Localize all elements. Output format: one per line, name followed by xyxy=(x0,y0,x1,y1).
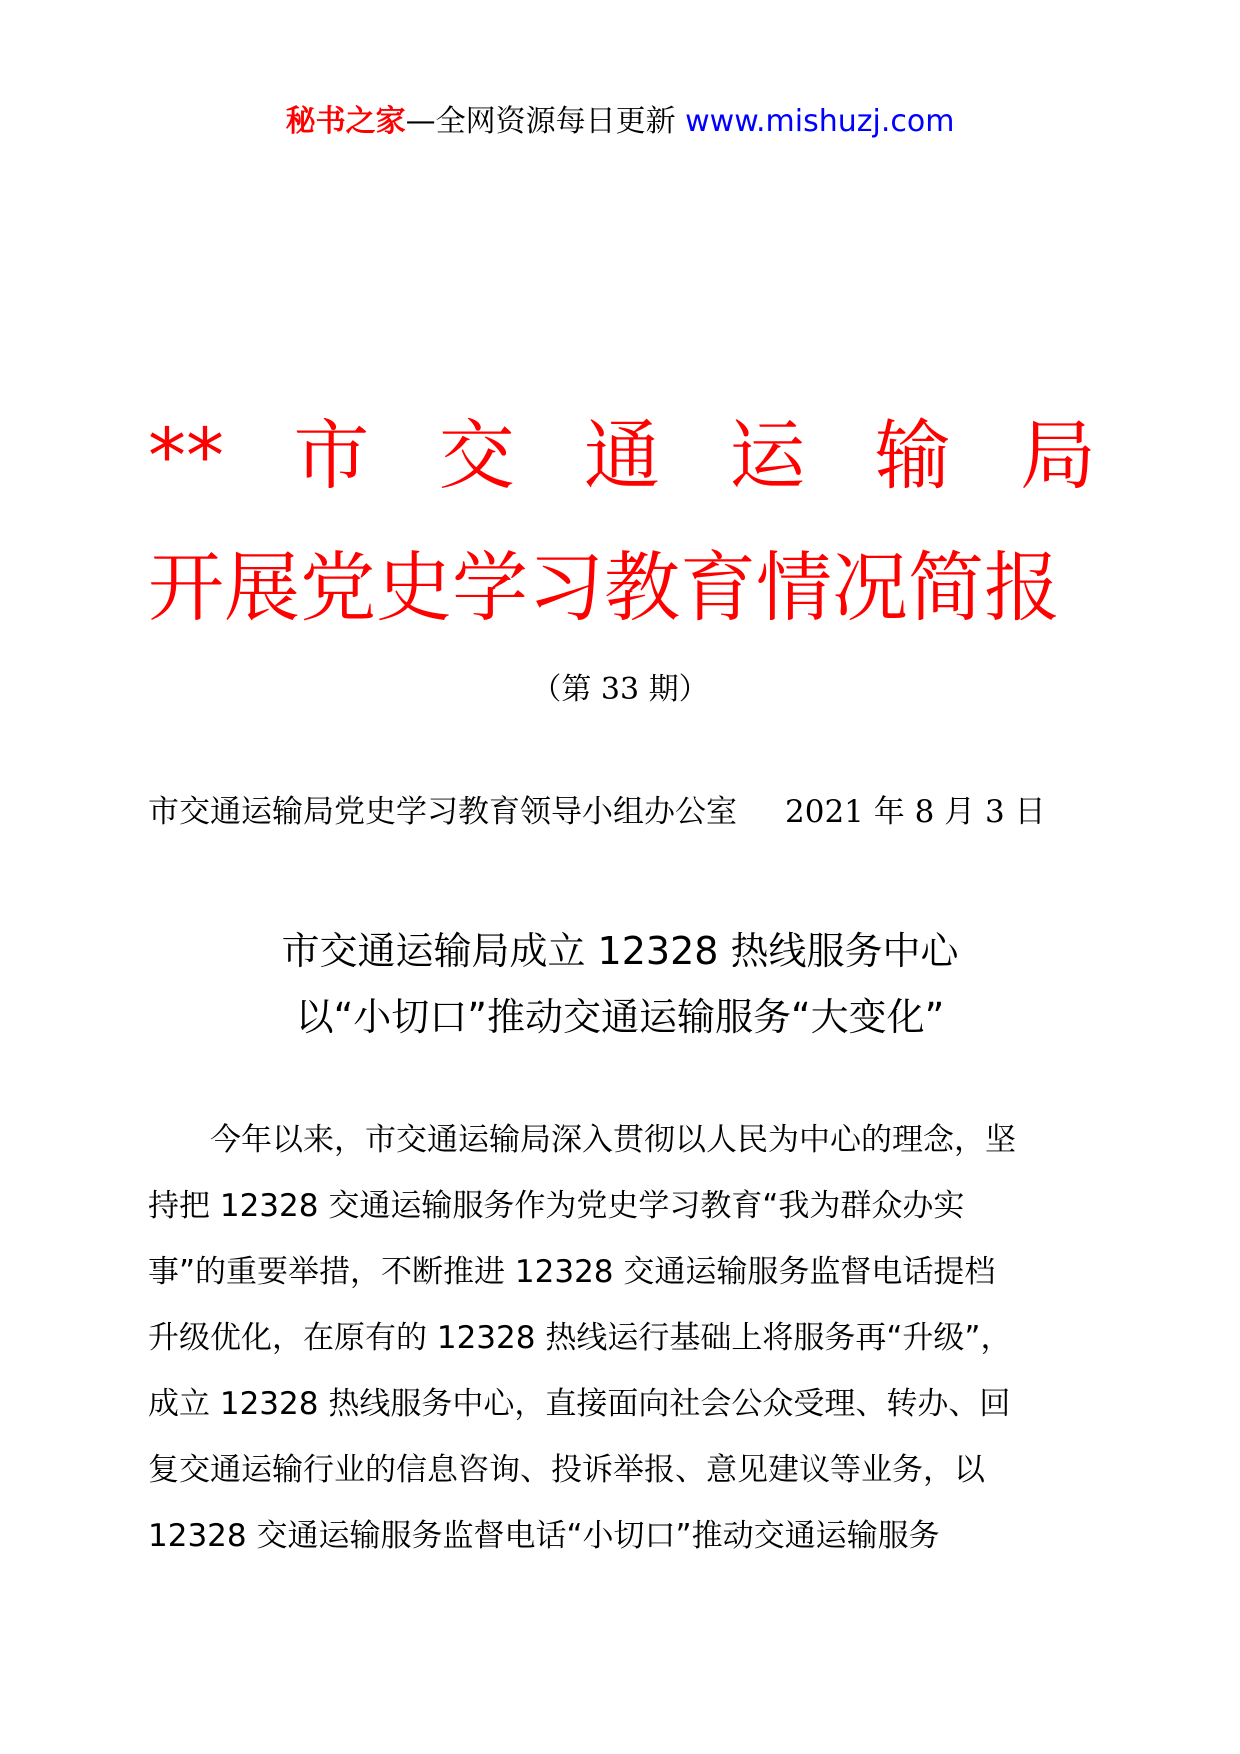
title-char: 输 xyxy=(874,411,951,500)
title-char: 交 xyxy=(438,411,515,500)
article-title-line2: 以“小切口”推动交通运输服务“大变化” xyxy=(295,995,945,1039)
body-line: 升级优化，在原有的 12328 热线运行基础上将服务再“升级”， xyxy=(148,1320,1012,1356)
header-banner xyxy=(0,102,1240,142)
issuer-office: 市交通运输局党史学习教育领导小组办公室 xyxy=(148,794,737,830)
title-prefix: ** xyxy=(148,411,224,500)
banner-url-link[interactable]: www.mishuzj.com xyxy=(685,104,955,139)
banner-site-name: 秘书之家 xyxy=(285,104,406,139)
body-line: 复交通运输行业的信息咨询、投诉举报、意见建议等业务，以 xyxy=(148,1452,985,1488)
title-char: 局 xyxy=(1019,411,1096,500)
issuer-line xyxy=(148,790,1108,834)
article-title xyxy=(0,918,1240,1050)
body-line: 事”的重要举措，不断推进 12328 交通运输服务监督电话提档 xyxy=(148,1254,996,1290)
title-char: 市 xyxy=(293,411,370,500)
body-line: 成立 12328 热线服务中心，直接面向社会公众受理、转办、回 xyxy=(148,1386,1011,1422)
title-char: 通 xyxy=(583,411,660,500)
article-title-line1: 市交通运输局成立 12328 热线服务中心 xyxy=(281,929,959,973)
body-line: 今年以来，市交通运输局深入贯彻以人民为中心的理念，坚 xyxy=(210,1122,1016,1158)
title-char: 运 xyxy=(729,411,806,500)
issue-number: （第 33 期） xyxy=(531,672,709,707)
issue-date: 2021 年 8 月 3 日 xyxy=(785,794,1046,830)
article-body xyxy=(148,1107,1096,1569)
body-line: 持把 12328 交通运输服务作为党史学习教育“我为群众办实 xyxy=(148,1188,965,1224)
banner-tagline: —全网资源每日更新 xyxy=(405,104,676,139)
report-title-line2: 开展党史学习教育情况简报 xyxy=(148,543,1060,632)
body-line: 12328 交通运输服务监督电话“小切口”推动交通运输服务 xyxy=(148,1518,940,1554)
report-title-line1 xyxy=(148,408,1096,504)
